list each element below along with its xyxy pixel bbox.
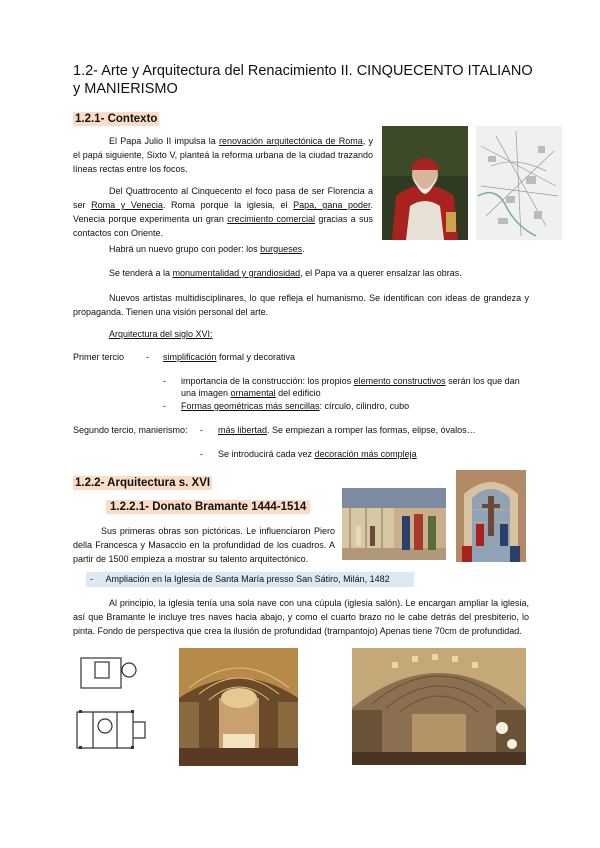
floor-plan-image (73, 652, 153, 760)
paragraph-quattrocento: Del Quattrocento al Cinquecento el foco pasa de ser Florencia a ser Roma y Venecia. Roma porque la iglesia, el Papa, gana poder. Venecia porque experimenta un gran crecimiento comercial gracias a sus contactos con Oriente. (73, 186, 373, 238)
page-title: 1.2- Arte y Arquitectura del Renacimiento II. CINQUECENTO ITALIANO y MANIERISMO (73, 63, 533, 97)
arquitectura-siglo-xvi-label: Arquitectura del siglo XVI: (109, 329, 213, 339)
bullet-dash: - (146, 352, 149, 362)
paragraph-artistas: Nuevos artistas multidisciplinares, lo que refleja el humanismo. Se identifican con ideas de grandeza y propaganda. Tienen una visión personal del arte. (73, 293, 529, 317)
bullet-dash: - (200, 425, 203, 435)
pope-julius-portrait-image (382, 126, 468, 240)
bullet-dash: - (163, 401, 166, 411)
paragraph-monumentalidad: Se tenderá a la monumentalidad y grandiosidad, el Papa va a querer ensalzar las obras. (109, 268, 462, 278)
segundo-tercio-item-decoracion: Se introducirá cada vez decoración más compleja (218, 449, 417, 459)
section-heading-arquitectura: 1.2.2- Arquitectura s. XVI (75, 477, 211, 489)
flagellation-painting-image (342, 488, 446, 560)
sub-item-formas: Formas geométricas más sencillas: círculo, cilindro, cubo (181, 401, 410, 411)
church-nave-interior-image (179, 648, 298, 766)
section-heading-contexto: 1.2.1- Contexto (75, 113, 158, 125)
primer-tercio-label: Primer tercio (73, 352, 125, 362)
bullet-dash: - (90, 574, 93, 584)
paragraph-bramante: Sus primeras obras son pictóricas. Le influenciaron Piero della Francesca y Masaccio en la profundidad de los cuadros. A partir de 1500 empieza a mostrar su talento arquitectónico. (73, 526, 335, 564)
sub-item-construccion: importancia de la construcción: los propios elemento constructivos serán los que dan una imagen ornamental del edificio (181, 376, 520, 398)
trompe-loeil-apse-image (352, 648, 526, 765)
primer-tercio-item: simplificación formal y decorativa (163, 352, 296, 362)
subsection-heading-bramante: 1.2.2.1- Donato Bramante 1444-1514 (106, 500, 310, 514)
bullet-dash: - (200, 449, 203, 459)
highlight-bullet-san-satiro: - Ampliación en la Iglesia de Santa María presso San Sátiro, Milán, 1482 (86, 572, 414, 587)
segundo-tercio-label: Segundo tercio, manierismo: (73, 425, 188, 435)
rome-urban-plan-map-image (476, 126, 562, 240)
holy-trinity-fresco-image (456, 470, 526, 562)
paragraph-iglesia: Al principio, la iglesia tenía una sola nave con una cúpula (iglesia salón). Le encargan ampliar la iglesia, así que Bramante le incluye tres naves hacia abajo, y como el cuarto brazo no le cabe detrás del presbiterio, lo pinta. Fondo de perspectiva que crea la ilusión de profundidad (trampantojo) Apenas tiene 70cm de profundidad. (73, 598, 529, 636)
segundo-tercio-item-libertad: más libertad. Se empiezan a romper las formas, elipse, óvalos… (218, 425, 476, 435)
paragraph-julio-ii: El Papa Julio II impulsa la renovación arquitectónica de Roma, y el papá siguiente, Sixto V, planteá la reforma urbana de la ciudad trazando líneas rectas entre los focos. (73, 136, 373, 174)
paragraph-burgueses: Habrá un nuevo grupo con poder: los burgueses. (109, 244, 305, 254)
bullet-dash: - (163, 376, 166, 386)
